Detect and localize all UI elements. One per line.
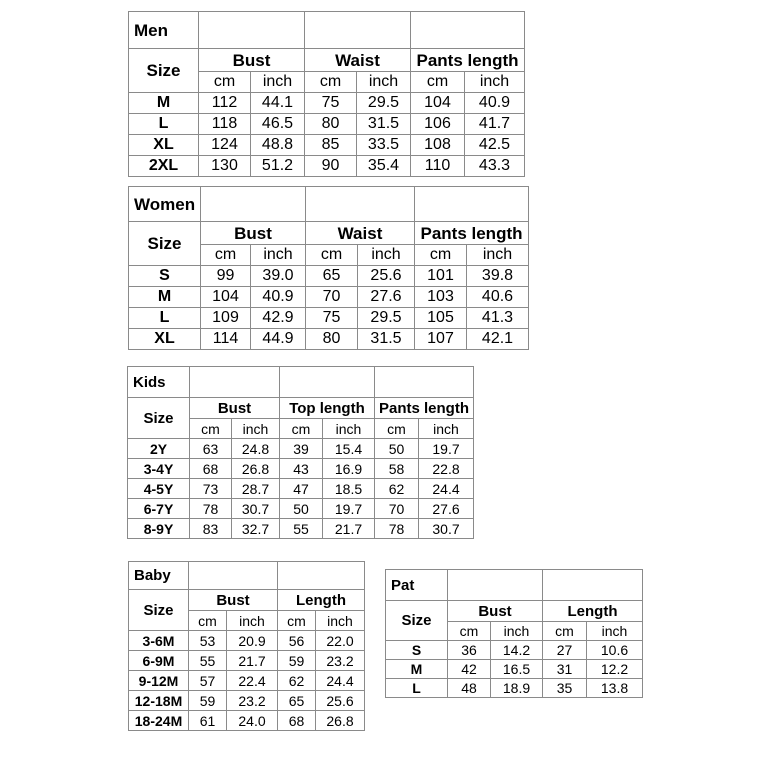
value-cell: 22.4 bbox=[227, 671, 278, 691]
column-group-header: Bust bbox=[189, 590, 278, 611]
baby-size-table bbox=[128, 561, 365, 731]
value-cell: 29.5 bbox=[358, 308, 415, 329]
value-cell: 59 bbox=[189, 691, 227, 711]
value-cell: 27.6 bbox=[358, 287, 415, 308]
value-cell: 47 bbox=[280, 479, 323, 499]
value-cell: 56 bbox=[278, 631, 316, 651]
value-cell: 39.8 bbox=[467, 266, 529, 287]
table-row bbox=[129, 135, 525, 156]
table-row bbox=[129, 308, 529, 329]
value-cell: 21.7 bbox=[227, 651, 278, 671]
value-cell: 25.6 bbox=[358, 266, 415, 287]
unit-header: inch bbox=[232, 419, 280, 439]
value-cell: 65 bbox=[278, 691, 316, 711]
value-cell: 18.9 bbox=[491, 679, 543, 698]
column-group-header: Pants length bbox=[415, 222, 529, 245]
size-header: Size bbox=[128, 398, 190, 439]
size-cell: M bbox=[386, 660, 448, 679]
value-cell: 23.2 bbox=[316, 651, 365, 671]
column-group-header: Pants length bbox=[411, 49, 525, 72]
value-cell: 43 bbox=[280, 459, 323, 479]
value-cell: 22.0 bbox=[316, 631, 365, 651]
size-cell: 3-6M bbox=[129, 631, 189, 651]
size-cell: 6-7Y bbox=[128, 499, 190, 519]
value-cell: 26.8 bbox=[316, 711, 365, 731]
unit-header: cm bbox=[199, 72, 251, 93]
value-cell: 55 bbox=[189, 651, 227, 671]
value-cell: 19.7 bbox=[323, 499, 375, 519]
value-cell: 44.9 bbox=[251, 329, 306, 350]
table-row bbox=[129, 711, 365, 731]
size-cell: 18-24M bbox=[129, 711, 189, 731]
value-cell: 61 bbox=[189, 711, 227, 731]
table-row bbox=[129, 156, 525, 177]
value-cell: 43.3 bbox=[465, 156, 525, 177]
value-cell: 20.9 bbox=[227, 631, 278, 651]
column-group-header: Bust bbox=[199, 49, 305, 72]
value-cell: 109 bbox=[201, 308, 251, 329]
value-cell: 24.0 bbox=[227, 711, 278, 731]
pat-size-table bbox=[385, 569, 643, 698]
value-cell: 35 bbox=[543, 679, 587, 698]
table-row bbox=[129, 671, 365, 691]
value-cell: 68 bbox=[190, 459, 232, 479]
table-title: Baby bbox=[129, 562, 189, 590]
value-cell: 104 bbox=[201, 287, 251, 308]
value-cell: 99 bbox=[201, 266, 251, 287]
unit-header: inch bbox=[251, 72, 305, 93]
size-header: Size bbox=[386, 601, 448, 641]
unit-header: inch bbox=[316, 611, 365, 631]
value-cell: 12.2 bbox=[587, 660, 643, 679]
value-cell: 55 bbox=[280, 519, 323, 539]
table-row bbox=[128, 499, 474, 519]
value-cell: 48.8 bbox=[251, 135, 305, 156]
value-cell: 105 bbox=[415, 308, 467, 329]
value-cell: 35.4 bbox=[357, 156, 411, 177]
table-title: Men bbox=[129, 12, 199, 49]
unit-header: inch bbox=[419, 419, 474, 439]
table-row bbox=[129, 114, 525, 135]
value-cell: 24.4 bbox=[316, 671, 365, 691]
value-cell: 23.2 bbox=[227, 691, 278, 711]
size-cell: XL bbox=[129, 135, 199, 156]
value-cell: 112 bbox=[199, 93, 251, 114]
value-cell: 27.6 bbox=[419, 499, 474, 519]
unit-header: cm bbox=[278, 611, 316, 631]
value-cell: 33.5 bbox=[357, 135, 411, 156]
value-cell: 58 bbox=[375, 459, 419, 479]
size-cell: L bbox=[386, 679, 448, 698]
table-row bbox=[128, 439, 474, 459]
table-title: Pat bbox=[386, 570, 448, 601]
unit-header: cm bbox=[189, 611, 227, 631]
value-cell: 14.2 bbox=[491, 641, 543, 660]
unit-header: cm bbox=[448, 622, 491, 641]
value-cell: 57 bbox=[189, 671, 227, 691]
size-cell: S bbox=[386, 641, 448, 660]
value-cell: 26.8 bbox=[232, 459, 280, 479]
size-cell: S bbox=[129, 266, 201, 287]
table-row bbox=[129, 631, 365, 651]
value-cell: 103 bbox=[415, 287, 467, 308]
women-size-table bbox=[128, 186, 529, 350]
value-cell: 78 bbox=[375, 519, 419, 539]
unit-header: inch bbox=[251, 245, 306, 266]
size-cell: 3-4Y bbox=[128, 459, 190, 479]
column-group-header: Length bbox=[278, 590, 365, 611]
unit-header: inch bbox=[465, 72, 525, 93]
value-cell: 31.5 bbox=[358, 329, 415, 350]
value-cell: 41.7 bbox=[465, 114, 525, 135]
unit-header: cm bbox=[543, 622, 587, 641]
table-row bbox=[129, 266, 529, 287]
value-cell: 32.7 bbox=[232, 519, 280, 539]
value-cell: 73 bbox=[190, 479, 232, 499]
column-group-header: Bust bbox=[190, 398, 280, 419]
value-cell: 13.8 bbox=[587, 679, 643, 698]
value-cell: 42.9 bbox=[251, 308, 306, 329]
value-cell: 42 bbox=[448, 660, 491, 679]
value-cell: 48 bbox=[448, 679, 491, 698]
size-cell: 6-9M bbox=[129, 651, 189, 671]
table-row bbox=[128, 459, 474, 479]
unit-header: inch bbox=[467, 245, 529, 266]
column-group-header: Waist bbox=[305, 49, 411, 72]
value-cell: 31 bbox=[543, 660, 587, 679]
value-cell: 24.8 bbox=[232, 439, 280, 459]
value-cell: 29.5 bbox=[357, 93, 411, 114]
value-cell: 59 bbox=[278, 651, 316, 671]
column-group-header: Top length bbox=[280, 398, 375, 419]
value-cell: 108 bbox=[411, 135, 465, 156]
size-cell: XL bbox=[129, 329, 201, 350]
value-cell: 70 bbox=[306, 287, 358, 308]
value-cell: 42.1 bbox=[467, 329, 529, 350]
unit-header: inch bbox=[358, 245, 415, 266]
unit-header: cm bbox=[415, 245, 467, 266]
table-row bbox=[386, 679, 643, 698]
table-row bbox=[129, 93, 525, 114]
value-cell: 24.4 bbox=[419, 479, 474, 499]
value-cell: 50 bbox=[375, 439, 419, 459]
value-cell: 124 bbox=[199, 135, 251, 156]
value-cell: 16.9 bbox=[323, 459, 375, 479]
value-cell: 90 bbox=[305, 156, 357, 177]
value-cell: 118 bbox=[199, 114, 251, 135]
value-cell: 10.6 bbox=[587, 641, 643, 660]
value-cell: 30.7 bbox=[419, 519, 474, 539]
unit-header: inch bbox=[491, 622, 543, 641]
value-cell: 78 bbox=[190, 499, 232, 519]
value-cell: 41.3 bbox=[467, 308, 529, 329]
value-cell: 39.0 bbox=[251, 266, 306, 287]
table-row bbox=[129, 691, 365, 711]
table-row bbox=[129, 651, 365, 671]
value-cell: 53 bbox=[189, 631, 227, 651]
table-row bbox=[128, 519, 474, 539]
value-cell: 106 bbox=[411, 114, 465, 135]
size-cell: 4-5Y bbox=[128, 479, 190, 499]
value-cell: 27 bbox=[543, 641, 587, 660]
table-row bbox=[386, 641, 643, 660]
value-cell: 101 bbox=[415, 266, 467, 287]
size-header: Size bbox=[129, 49, 199, 93]
value-cell: 19.7 bbox=[419, 439, 474, 459]
unit-header: cm bbox=[305, 72, 357, 93]
value-cell: 16.5 bbox=[491, 660, 543, 679]
column-group-header: Waist bbox=[306, 222, 415, 245]
value-cell: 18.5 bbox=[323, 479, 375, 499]
value-cell: 25.6 bbox=[316, 691, 365, 711]
size-header: Size bbox=[129, 222, 201, 266]
kids-size-table bbox=[127, 366, 474, 539]
column-group-header: Bust bbox=[448, 601, 543, 622]
value-cell: 21.7 bbox=[323, 519, 375, 539]
size-cell: M bbox=[129, 287, 201, 308]
value-cell: 30.7 bbox=[232, 499, 280, 519]
value-cell: 63 bbox=[190, 439, 232, 459]
value-cell: 40.9 bbox=[251, 287, 306, 308]
column-group-header: Length bbox=[543, 601, 643, 622]
value-cell: 44.1 bbox=[251, 93, 305, 114]
size-header: Size bbox=[129, 590, 189, 631]
value-cell: 36 bbox=[448, 641, 491, 660]
table-title: Women bbox=[129, 187, 201, 222]
value-cell: 80 bbox=[305, 114, 357, 135]
value-cell: 39 bbox=[280, 439, 323, 459]
size-cell: 9-12M bbox=[129, 671, 189, 691]
value-cell: 75 bbox=[306, 308, 358, 329]
value-cell: 114 bbox=[201, 329, 251, 350]
value-cell: 46.5 bbox=[251, 114, 305, 135]
value-cell: 104 bbox=[411, 93, 465, 114]
unit-header: cm bbox=[306, 245, 358, 266]
unit-header: cm bbox=[280, 419, 323, 439]
value-cell: 130 bbox=[199, 156, 251, 177]
value-cell: 110 bbox=[411, 156, 465, 177]
value-cell: 62 bbox=[375, 479, 419, 499]
size-cell: L bbox=[129, 114, 199, 135]
unit-header: cm bbox=[411, 72, 465, 93]
value-cell: 65 bbox=[306, 266, 358, 287]
value-cell: 40.9 bbox=[465, 93, 525, 114]
table-row bbox=[128, 479, 474, 499]
value-cell: 75 bbox=[305, 93, 357, 114]
size-cell: 12-18M bbox=[129, 691, 189, 711]
value-cell: 107 bbox=[415, 329, 467, 350]
table-row bbox=[386, 660, 643, 679]
value-cell: 22.8 bbox=[419, 459, 474, 479]
size-cell: M bbox=[129, 93, 199, 114]
unit-header: inch bbox=[227, 611, 278, 631]
size-cell: 2Y bbox=[128, 439, 190, 459]
value-cell: 80 bbox=[306, 329, 358, 350]
value-cell: 70 bbox=[375, 499, 419, 519]
value-cell: 31.5 bbox=[357, 114, 411, 135]
unit-header: inch bbox=[357, 72, 411, 93]
value-cell: 15.4 bbox=[323, 439, 375, 459]
size-cell: L bbox=[129, 308, 201, 329]
column-group-header: Bust bbox=[201, 222, 306, 245]
size-cell: 8-9Y bbox=[128, 519, 190, 539]
size-cell: 2XL bbox=[129, 156, 199, 177]
table-title: Kids bbox=[128, 367, 190, 398]
table-row bbox=[129, 287, 529, 308]
value-cell: 68 bbox=[278, 711, 316, 731]
men-size-table bbox=[128, 11, 525, 177]
value-cell: 83 bbox=[190, 519, 232, 539]
unit-header: cm bbox=[190, 419, 232, 439]
value-cell: 85 bbox=[305, 135, 357, 156]
unit-header: inch bbox=[323, 419, 375, 439]
unit-header: cm bbox=[375, 419, 419, 439]
column-group-header: Pants length bbox=[375, 398, 474, 419]
unit-header: cm bbox=[201, 245, 251, 266]
table-row bbox=[129, 329, 529, 350]
value-cell: 42.5 bbox=[465, 135, 525, 156]
value-cell: 40.6 bbox=[467, 287, 529, 308]
value-cell: 51.2 bbox=[251, 156, 305, 177]
value-cell: 28.7 bbox=[232, 479, 280, 499]
value-cell: 62 bbox=[278, 671, 316, 691]
value-cell: 50 bbox=[280, 499, 323, 519]
unit-header: inch bbox=[587, 622, 643, 641]
